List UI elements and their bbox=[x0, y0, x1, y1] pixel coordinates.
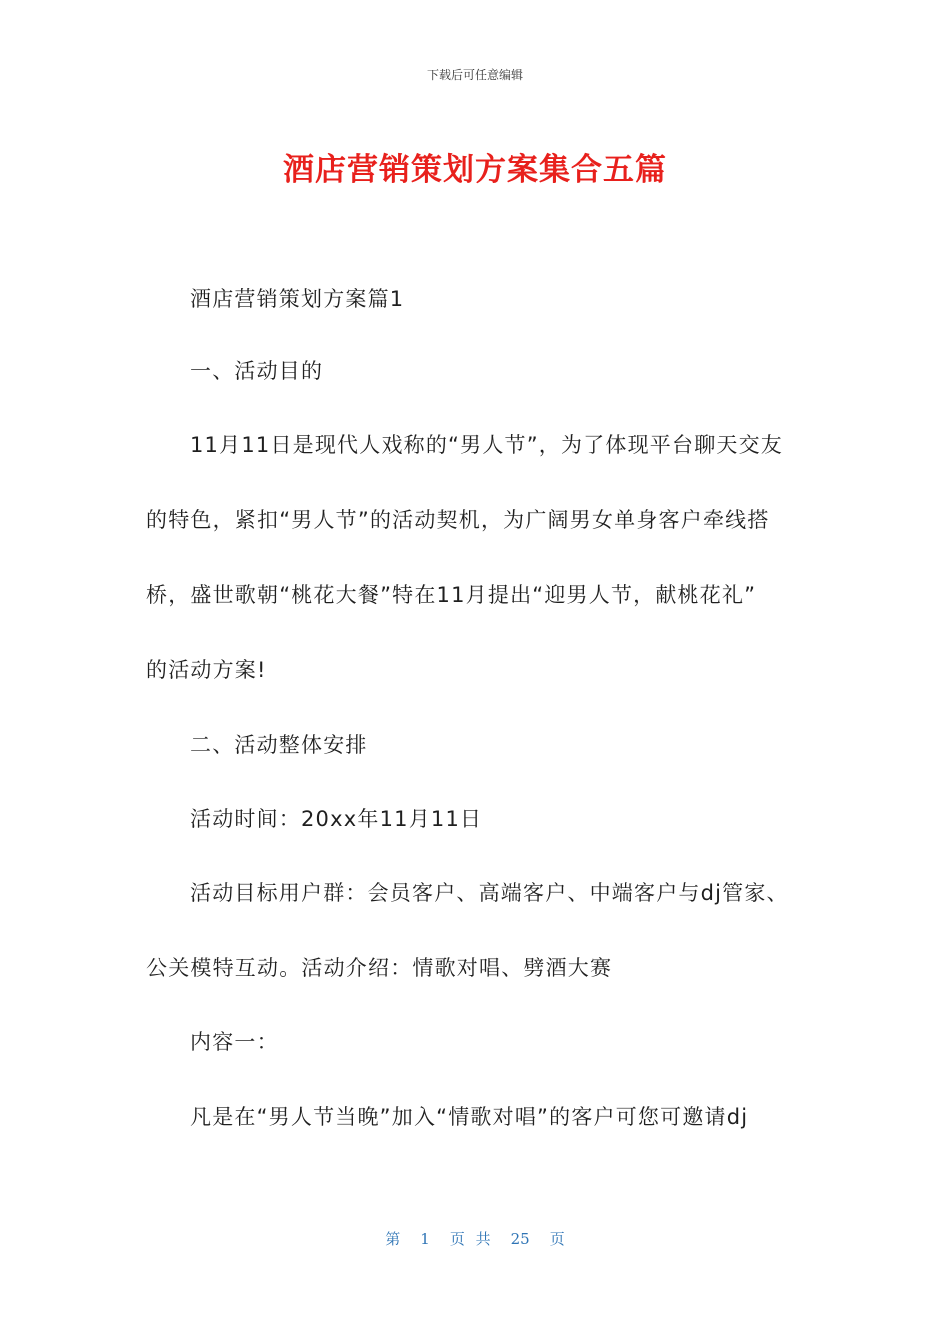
paragraph-line: 活动时间：20xx年11月11日 bbox=[190, 807, 483, 831]
paragraph-line: 二、活动整体安排 bbox=[190, 733, 368, 757]
paragraph-line: 的活动方案! bbox=[146, 658, 267, 682]
header-note: 下载后可任意编辑 bbox=[426, 68, 523, 82]
paragraph-line: 内容一： bbox=[190, 1030, 279, 1054]
page-footer bbox=[0, 1228, 950, 1249]
footer-total-pages: 25 bbox=[510, 1230, 530, 1248]
paragraph-line: 公关模特互动。活动介绍：情歌对唱、劈酒大赛 bbox=[146, 956, 613, 980]
paragraph-line: 一、活动目的 bbox=[190, 359, 324, 383]
paragraph-line: 的特色，紧扣“男人节”的活动契机，为广阔男女单身客户牵线搭 bbox=[146, 508, 770, 532]
footer-page-number: 1 bbox=[420, 1230, 430, 1248]
footer-middle: 页 共 bbox=[449, 1230, 491, 1248]
footer-suffix: 页 bbox=[549, 1230, 565, 1248]
document-title: 酒店营销策划方案集合五篇 bbox=[283, 152, 667, 188]
paragraph-line: 11月11日是现代人戏称的“男人节”，为了体现平台聊天交友 bbox=[190, 433, 783, 457]
paragraph-line: 活动目标用户群：会员客户、高端客户、中端客户与dj管家、 bbox=[190, 881, 789, 905]
footer-prefix: 第 bbox=[385, 1230, 401, 1248]
paragraph-line: 酒店营销策划方案篇1 bbox=[190, 287, 405, 311]
paragraph-line: 桥，盛世歌朝“桃花大餐”特在11月提出“迎男人节，献桃花礼” bbox=[146, 583, 757, 607]
paragraph-line: 凡是在“男人节当晚”加入“情歌对唱”的客户可您可邀请dj bbox=[190, 1105, 749, 1129]
